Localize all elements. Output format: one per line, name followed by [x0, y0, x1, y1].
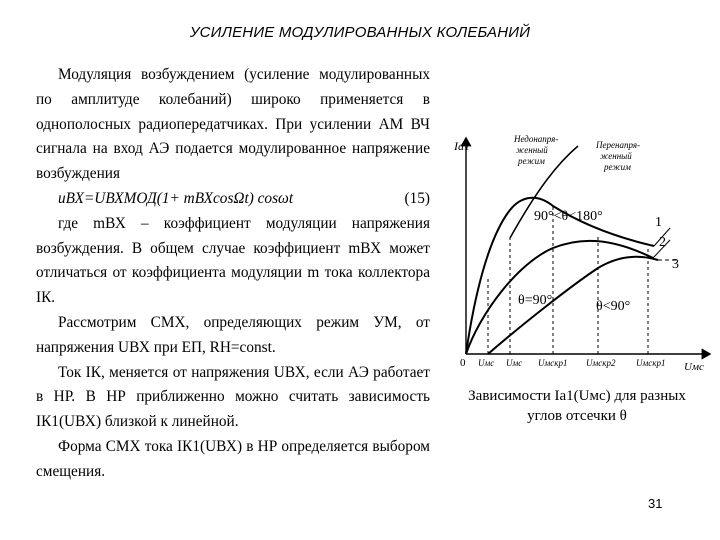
equation: uВХ=UВХМОД(1+ mВХcosΩt) cosωt	[58, 189, 294, 207]
origin-label: 0	[460, 357, 466, 369]
equation-row	[36, 187, 430, 212]
label-range: 90°<θ<180°	[534, 209, 603, 224]
paragraph-5: Форма СМХ тока IК1(UВХ) в НР определяется выбором смещения.	[36, 437, 430, 480]
tick-label-2: Uмс	[506, 358, 523, 368]
figure-svg	[448, 128, 720, 378]
label-theta-90: θ=90°	[518, 293, 553, 308]
page-number: 31	[648, 496, 663, 511]
region-under-label: Недонапря-женный режим	[514, 134, 559, 166]
characteristic-figure	[448, 128, 720, 378]
y-axis-label: Ia1	[454, 139, 470, 153]
paragraph-4: Ток IК, меняется от напряжения UВХ, если АЭ работает в НР. В НР приближенно можно считать зависимость IК1(UВХ) близкой к линейной.	[36, 363, 430, 431]
tick-label-3: Uмскр1	[538, 358, 568, 368]
page-title: УСИЛЕНИЕ МОДУЛИРОВАННЫХ КОЛЕБАНИЙ	[189, 24, 531, 41]
x-axis-label: Uмс	[684, 361, 704, 373]
curve-number-1: 1	[655, 215, 662, 230]
paragraph-3: Рассмотрим СМХ, определяющих режим УМ, от напряжения UВХ при EП, RН=const.	[36, 313, 430, 356]
tick-label-1: Uмс	[478, 358, 495, 368]
equation-number: (15)	[404, 189, 430, 207]
tick-label-5: Uмскр1	[636, 358, 666, 368]
curve-number-2: 2	[659, 235, 666, 250]
body-text	[36, 63, 430, 485]
paragraph-1: Модуляция возбуждением (усиление модулированных по амплитуде колебаний) широко применяется в однополосных радиопередатчиках. При усилении АМ ВЧ сигнала на вход АЭ подается модулированное напряжение возбуждения	[36, 66, 430, 183]
figure-caption: Зависимости Ia1(Uмс) для разных углов отсечки θ	[468, 388, 686, 424]
paragraph-2: где mВХ – коэффициент модуляции напряжения возбуждения. В общем случае коэффициент mВХ может отличаться от коэффициента модуляции m тока коллектора IК.	[36, 214, 430, 307]
label-theta-lt90: θ<90°	[596, 299, 631, 314]
curve-3	[488, 257, 658, 354]
tick-label-4: Uмскр2	[586, 358, 616, 368]
region-over-label: Перенапря-женный режим	[596, 140, 641, 172]
curve-number-3: 3	[672, 257, 679, 272]
